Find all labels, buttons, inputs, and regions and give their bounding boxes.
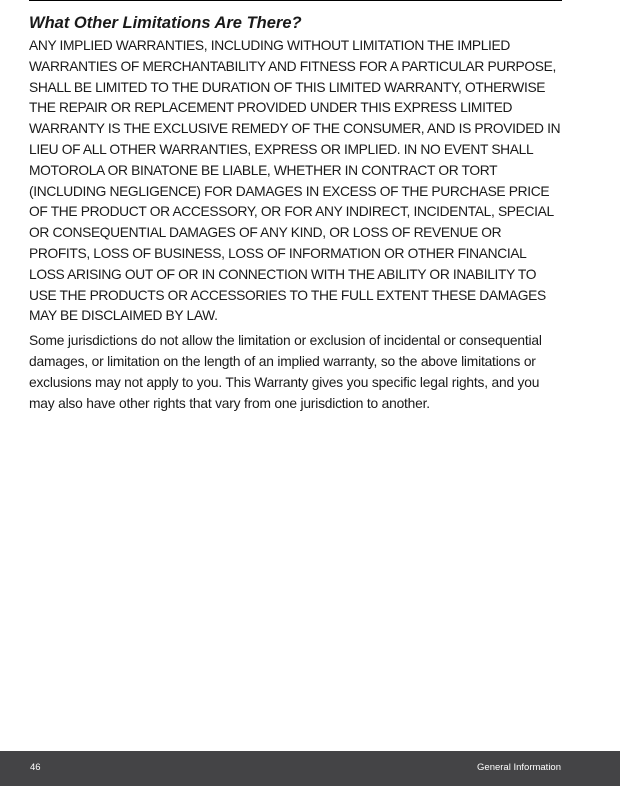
jurisdictions-paragraph: Some jurisdictions do not allow the limitation or exclusion of incidental or consequential damages, or limitation on the length of an implied warranty, so the above limitations or exclusions may not apply to you. This Warranty gives you specific legal rights, and you may also have other rights that vary from one jurisdiction to another. [29, 333, 542, 411]
footer-section-title: General Information [477, 762, 561, 773]
page-number: 46 [30, 762, 41, 773]
top-rule [29, 0, 562, 1]
warranty-limitations-paragraph: ANY IMPLIED WARRANTIES, INCLUDING WITHOUT LIMITATION THE IMPLIED WARRANTIES OF MERCHANTABILITY AND FITNESS FOR A PARTICULAR PURPOSE, SHALL BE LIMITED TO THE DURATION OF THIS LIMITED WARRANTY, OTHERWISE THE REPAIR OR REPLACEMENT PROVIDED UNDER THIS EXPRESS LIMITED WARRANTY IS THE EXCLUSIVE REMEDY OF THE CONSUMER, AND IS PROVIDED IN LIEU OF ALL OTHER WARRANTIES, EXPRESS OR IMPLIED. IN NO EVENT SHALL MOTOROLA OR BINATONE BE LIABLE, WHETHER IN CONTRACT OR TORT (INCLUDING NEGLIGENCE) FOR DAMAGES IN EXCESS OF THE PURCHASE PRICE OF THE PRODUCT OR ACCESSORY, OR FOR ANY INDIRECT, INCIDENTAL, SPECIAL OR CONSEQUENTIAL DAMAGES OF ANY KIND, OR LOSS OF REVENUE OR PROFITS, LOSS OF BUSINESS, LOSS OF INFORMATION OR OTHER FINANCIAL LOSS ARISING OUT OF OR IN CONNECTION WITH THE ABILITY OR INABILITY TO USE THE PRODUCTS OR ACCESSORIES TO THE FULL EXTENT THESE DAMAGES MAY BE DISCLAIMED BY LAW. [29, 38, 561, 324]
page-footer [0, 751, 620, 786]
section-heading: What Other Limitations Are There? [29, 14, 302, 32]
page-content [29, 12, 562, 414]
